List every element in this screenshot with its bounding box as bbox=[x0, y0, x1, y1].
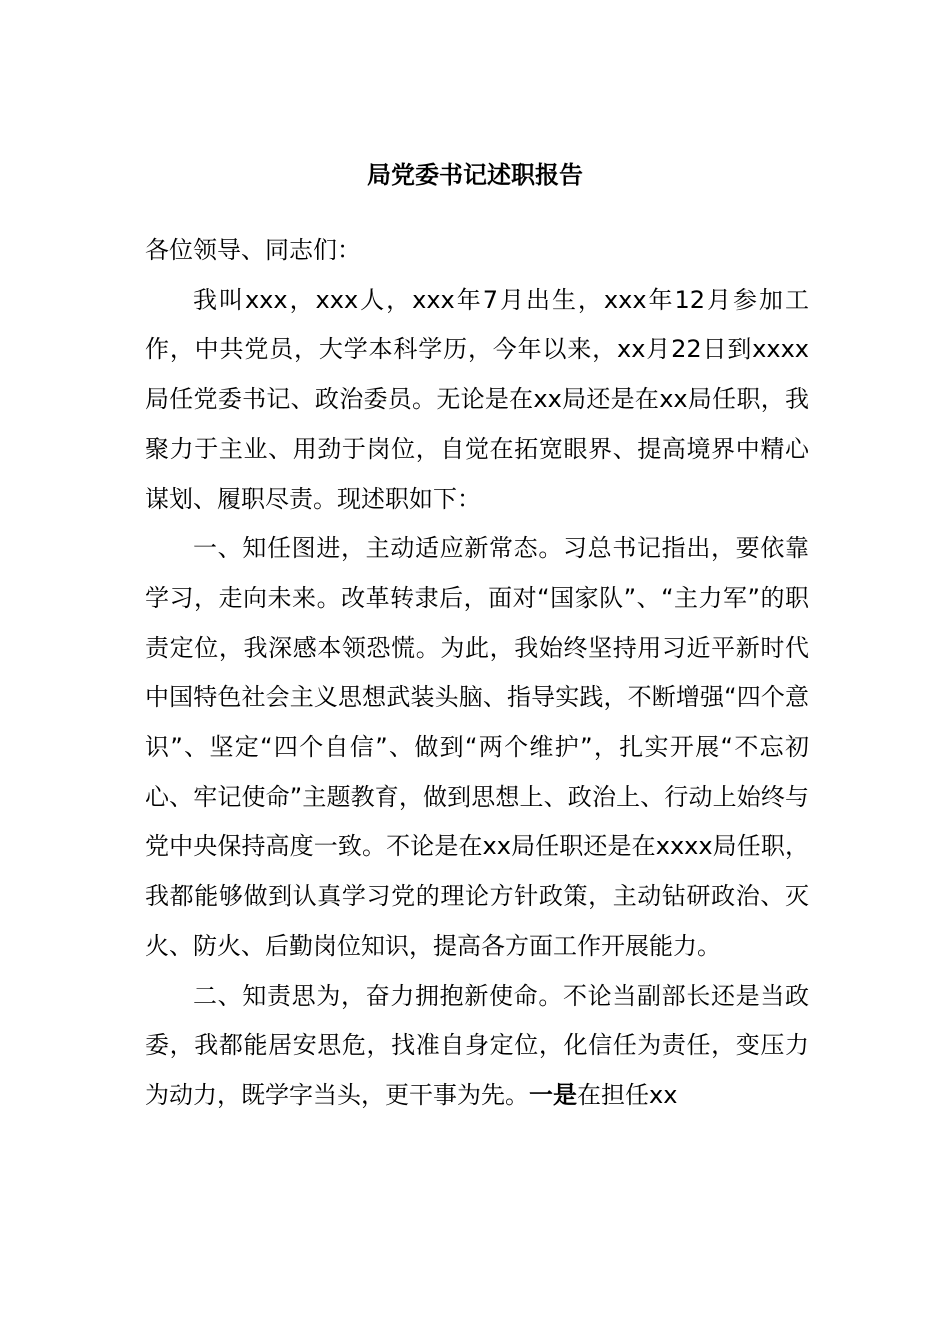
paragraph-intro: 我叫xxx，xxx人，xxx年7月出生，xxx年12月参加工作，中共党员，大学本科学历，今年以来，xx月22日到xxxx局任党委书记、政治委员。无论是在xx局还是在xx局任职，我聚力于主业、用劲于岗位，自觉在拓宽眼界、提高境界中精心谋划、履职尽责。现述职如下： bbox=[145, 285, 809, 513]
paragraph-section-two bbox=[145, 972, 809, 1121]
paragraph-section-two-tail: 在担任xx bbox=[577, 1080, 678, 1109]
document-body bbox=[145, 226, 809, 1121]
emphasis-first-point: 一是 bbox=[529, 1080, 577, 1109]
paragraph-section-two-text: 二、知责思为，奋力拥抱新使命。不论当副部长还是当政委，我都能居安思危，找准自身定位，化信任为责任，变压力为动力，既学字当头，更干事为先。 bbox=[145, 981, 809, 1109]
paragraph-section-one: 一、知任图进，主动适应新常态。习总书记指出，要依靠学习，走向未来。改革转隶后，面对“国家队”、“主力军”的职责定位，我深感本领恐慌。为此，我始终坚持用习近平新时代中国特色社会主义思想武装头脑、指导实践，不断增强“四个意识”、坚定“四个自信”、做到“两个维护”，扎实开展“不忘初心、牢记使命”主题教育，做到思想上、政治上、行动上始终与党中央保持高度一致。不论是在xx局任职还是在xxxx局任职，我都能够做到认真学习党的理论方针政策，主动钻研政治、灭火、防火、后勤岗位知识，提高各方面工作开展能力。 bbox=[145, 534, 809, 960]
salutation: 各位领导、同志们： bbox=[145, 236, 361, 264]
document-title: 局党委书记述职报告 bbox=[367, 161, 583, 189]
